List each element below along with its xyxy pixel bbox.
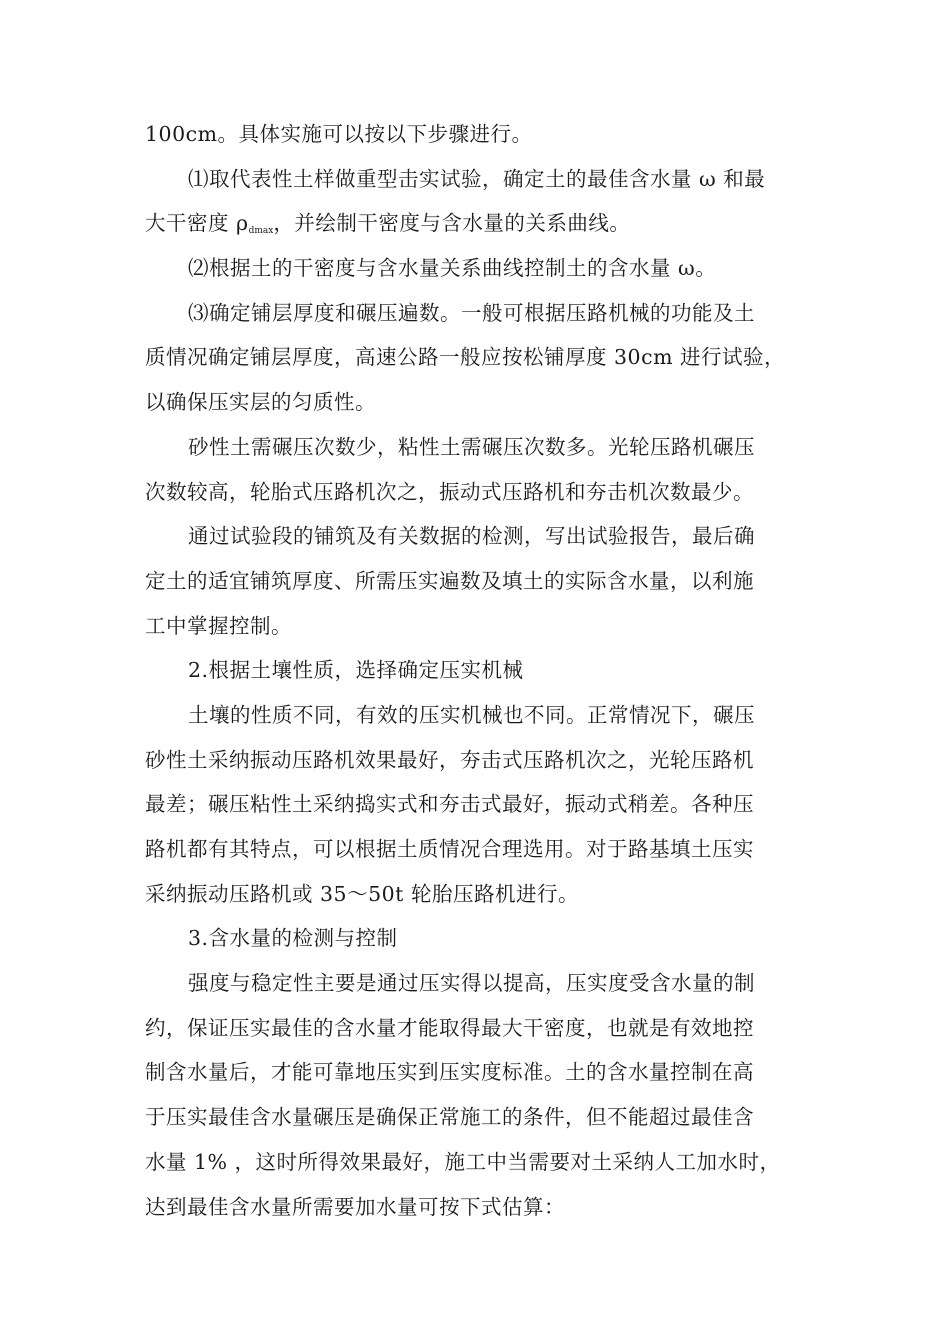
paragraph-machinery [145,693,822,916]
text-line: 最差；碾压粘性土采纳捣实式和夯击式最好，振动式稍差。各种压 [145,792,754,817]
text-line: 路机都有其特点，可以根据土质情况合理选用。对于路基填土压实 [145,837,754,861]
text-line: 强度与稳定性主要是通过压实得以提高，压实度受含水量的制 [188,971,755,996]
text-line: 2.根据土壤性质，选择确定压实机械 [188,658,524,683]
text-line: 次数较高，轮胎式压路机次之，振动式压路机和夯击机次数最少。 [145,479,754,504]
text-line: 工中掌握控制。 [145,613,292,638]
text-line: 质情况确定铺层厚度，高速公路一般应按松铺厚度 30cm 进行试验， [145,345,786,370]
text-line: 采纳振动压路机或 35～50t 轮胎压路机进行。 [145,881,579,906]
text-line: 达到最佳含水量所需要加水量可按下式估算： [145,1194,565,1219]
text-line: ⑵根据土的干密度与含水量关系曲线控制土的含水量 ω。 [188,256,717,281]
text-line [145,201,822,246]
text-line: 以确保压实层的匀质性。 [145,390,376,415]
text-fragment: 大干密度 ρ [145,211,249,236]
text-line: ⑴取代表性土样做重型击实试验，确定土的最佳含水量 ω 和最 [188,166,766,191]
text-line: 约，保证压实最佳的含水量才能取得最大干密度，也就是有效地控 [145,1015,754,1040]
section-heading-2 [145,648,822,693]
text-line: 定土的适宜铺筑厚度、所需压实遍数及填土的实际含水量，以利施 [145,568,754,593]
paragraph-soil-types [145,425,822,514]
text-line: ⑶确定铺层厚度和碾压遍数。一般可根据压路机械的功能及土 [188,300,755,325]
text-line: 100cm。具体实施可以按以下步骤进行。 [145,122,533,146]
paragraph-moisture-control [145,961,822,1229]
text-line: 土壤的性质不同，有效的压实机械也不同。正常情况下，碾压 [188,702,755,727]
text-line: 制含水量后，才能可靠地压实到压实度标准。土的含水量控制在高 [145,1060,754,1085]
paragraph-continuation [145,112,822,157]
paragraph-step-3 [145,291,822,425]
paragraph-step-1 [145,157,822,246]
paragraph-step-2 [145,246,822,291]
text-line: 砂性土需碾压次数少，粘性土需碾压次数多。光轮压路机碾压 [188,434,755,459]
text-fragment: ，并绘制干密度与含水量的关系曲线。 [273,211,631,236]
section-heading-3 [145,916,822,961]
text-line: 水量 1% ，这时所得效果最好，施工中当需要对土采纳人工加水时， [145,1149,781,1174]
paragraph-test-report [145,514,822,648]
text-line: 通过试验段的铺筑及有关数据的检测，写出试验报告，最后确 [188,524,755,549]
text-line: 砂性土采纳振动压路机效果最好，夯击式压路机次之，光轮压路机 [145,747,754,772]
text-line: 3.含水量的检测与控制 [188,926,398,951]
subscript-dmax: dmax [248,226,274,237]
text-line: 于压实最佳含水量碾压是确保正常施工的条件，但不能超过最佳含 [145,1105,754,1130]
